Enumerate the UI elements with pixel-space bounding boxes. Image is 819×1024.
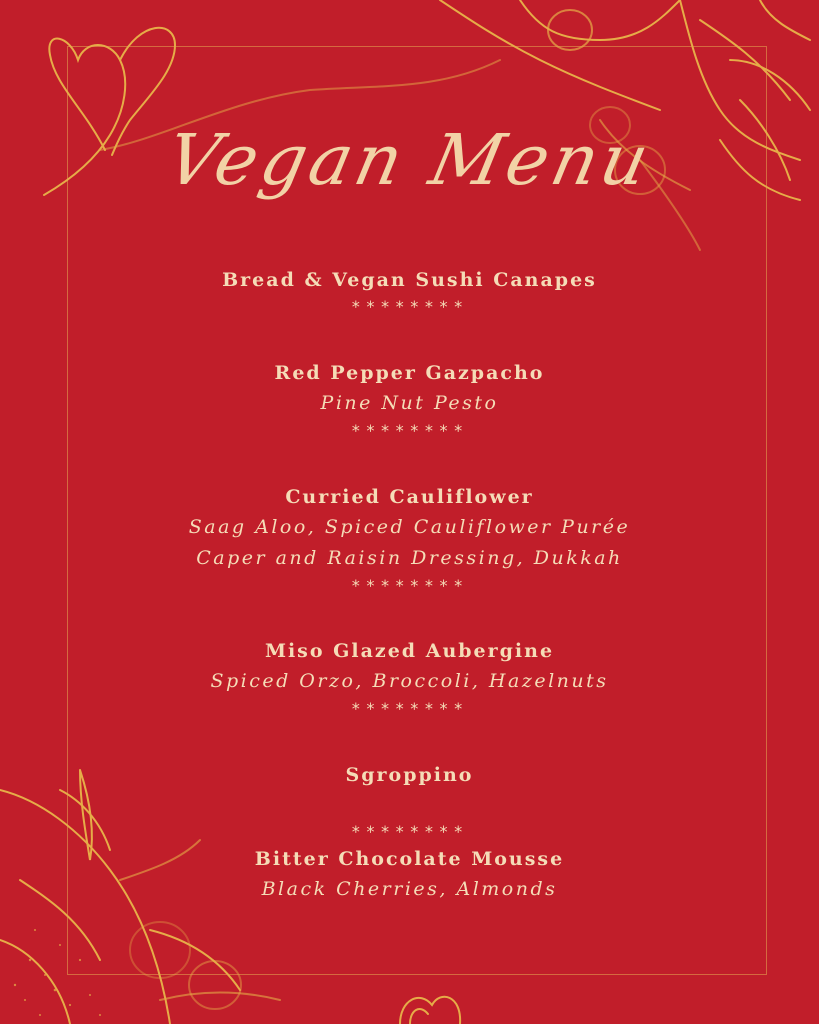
dish-description: Saag Aloo, Spiced Cauliflower Purée bbox=[188, 516, 631, 538]
course-2 bbox=[0, 358, 819, 443]
dish-name: Miso Glazed Aubergine bbox=[264, 640, 555, 662]
dish-description: Pine Nut Pesto bbox=[320, 392, 499, 414]
dish-name: Bitter Chocolate Mousse bbox=[254, 848, 565, 870]
course-5 bbox=[0, 760, 819, 790]
dish-name: Sgroppino bbox=[345, 764, 474, 786]
dish-name: Red Pepper Gazpacho bbox=[274, 362, 545, 384]
dish-description: Spiced Orzo, Broccoli, Hazelnuts bbox=[210, 670, 609, 692]
separator: ******** bbox=[350, 699, 469, 718]
dish-name: Curried Cauliflower bbox=[285, 486, 534, 508]
course-1 bbox=[0, 265, 819, 319]
dish-description: Caper and Raisin Dressing, Dukkah bbox=[196, 547, 623, 569]
separator: ******** bbox=[350, 297, 469, 316]
separator: ******** bbox=[350, 576, 469, 595]
course-4 bbox=[0, 636, 819, 721]
separator: ******** bbox=[350, 822, 469, 841]
course-3 bbox=[0, 482, 819, 598]
dish-name: Bread & Vegan Sushi Canapes bbox=[222, 269, 597, 291]
menu-title: Vegan Menu bbox=[159, 119, 660, 201]
separator: ******** bbox=[350, 421, 469, 440]
course-6 bbox=[0, 820, 819, 905]
dish-description: Black Cherries, Almonds bbox=[261, 878, 558, 900]
